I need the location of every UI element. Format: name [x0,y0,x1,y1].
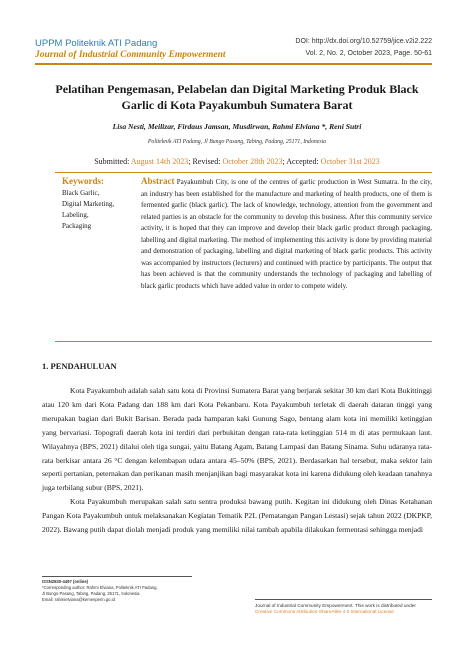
keyword-item: Digital Marketing, [62,200,115,208]
affiliation: Politeknik ATI Padang, Jl Bungo Pasang, Tabing, Padang, 25171, Indonesia [147,139,327,145]
article-title: Pelatihan Pengemasan, Pelabelan dan Digital Marketing Produk Black Garlic di Kota Payakumbuh Sumatera Barat [55,82,419,112]
abstract-heading: Abstract [141,176,175,186]
submission-dates [40,157,434,166]
author-email[interactable]: Email: rahmielviana@kemenperin.go.id [42,597,115,603]
revised-label: ; Revised: [188,157,221,166]
submitted-date: August 14th 2023 [130,157,189,166]
license-note [255,603,432,616]
accepted-date: October 31st 2023 [320,157,380,166]
accepted-label: ; Accepted: [282,157,319,166]
abstract-text: Payakumbuh City, is one of the centres of garlic production in West Sumatra. In the city, an industry has been established for the manufacture and marketing of health products, one of them is fermented garlic (black garlic). The lack of knowledge, technology, attention from the government and related parties is an obstacle for the community to develop this business. After this community service activity, it is hoped that they can improve and develop their black garlic product through packaging, labelling and digital marketing. The method of implementing this activity is done by providing material and demonstration of packaging, labelling and digital marketing of black garlic products. This activity was accompanied by instructors (lecturers) and continued with practice by participants. The output that has been achieved is that the community understands the technology of packaging and labelling of black garlic products which have added value in order to compete widely. [141,178,433,290]
revised-date: October 28th 2023 [222,157,283,166]
journal-full-name: Journal of Industrial Community Empowerment [35,50,226,60]
keywords-list [62,188,114,232]
license-text: Journal of Industrial Community Empowerment. This work is distributed under [255,603,416,608]
keyword-item: Black Garlic, [62,189,100,197]
body-paragraph: Kota Payakumbuh adalah salah satu kota di Provinsi Sumatera Barat yang berjarak sekitar 30 km dari Kota Bukittinggi atau 120 km dari Kota Padang dan 188 km dari Kota Pekanbaru. Kota Payakumbuh terletak di daerah dataran tinggi yang merupakan bagian dari Bukit Barisan. Berada pada hamparan kaki Gunung Sago, bentang alam kota ini memiliki ketinggian yang bervariasi. Topografi daerah kota ini terdiri dari perbukitan dengan rata-rata ketinggian 514 m di atas permukaan laut. Wilayahnya (BPS, 2021) dilalui oleh tiga sungai, yaitu Batang Agam, Batang Lampasi dan Batang Sinama. Suhu udaranya rata-rata berkisar antara 26 °C dengan kelembapan udara antara 45–50% (BPS, 2021). Berdasarkan hal tersebut, maka sektor lain seperti pertanian, peternakan dan perikanan masih menjanjikan bagi masyarakat kota ini karena didukung oleh keadaan tanahnya juga terbilang subur (BPS, 2021). [42,386,432,493]
author-list: Lisa Nesti, Meilizar, Firdaus Jamsan, Musdirwan, Rahmi Elviana *, Reni Sutri [112,122,362,131]
submitted-label: Submitted: [94,157,130,166]
header-divider [35,63,432,65]
section-body [42,384,432,537]
issn: ISSN2830-4497 (online) [42,579,89,584]
journal-short-name: UPPM Politeknik ATI Padang [35,38,158,49]
keyword-item: Packaging [62,222,92,230]
keywords-heading: Keywords: [62,176,104,186]
abstract-block [141,176,432,292]
license-link[interactable]: Creative Commons Attribution-ShareAlike 4.0 International License [255,609,394,615]
author-address: Jl Bungo Pasang, Tabing, Padang, 25171, Indonesia [42,591,140,597]
footnote-rule [42,576,192,577]
doi-link[interactable]: DOI: http://dx.doi.org/10.52759/jice.v2i2.222 [295,38,432,45]
section-heading: 1. PENDAHULUAN [42,361,117,371]
license-rule [255,599,432,600]
body-paragraph: Kota Payakumbuh merupakan salah satu sentra produksi bawang putih. Kegitan ini didukung oleh Dinas Ketahanan Pangan Kota Payakumbuh untuk melaksanakan Kegiatan Tematik P2L (Pematangan Pangan Lestasi) sejak tahun 2022 (DKPKP, 2022). Bawang putih dapat diolah menjadi produk yang memiliki nilai tambah apabila dilakukan fermentasi sehingga menjadi [42,497,432,535]
footnote [42,579,158,603]
keyword-item: Labeling, [62,211,89,219]
abstract-box-top-rule [55,172,432,173]
volume-info: Vol. 2, No. 2, October 2023, Page. 50-61 [305,50,432,57]
corresponding-author: *Corresponding author: Rahmi Elviana, Politeknik ATI Padang, [42,585,158,591]
abstract-box-bottom-rule [55,341,432,342]
